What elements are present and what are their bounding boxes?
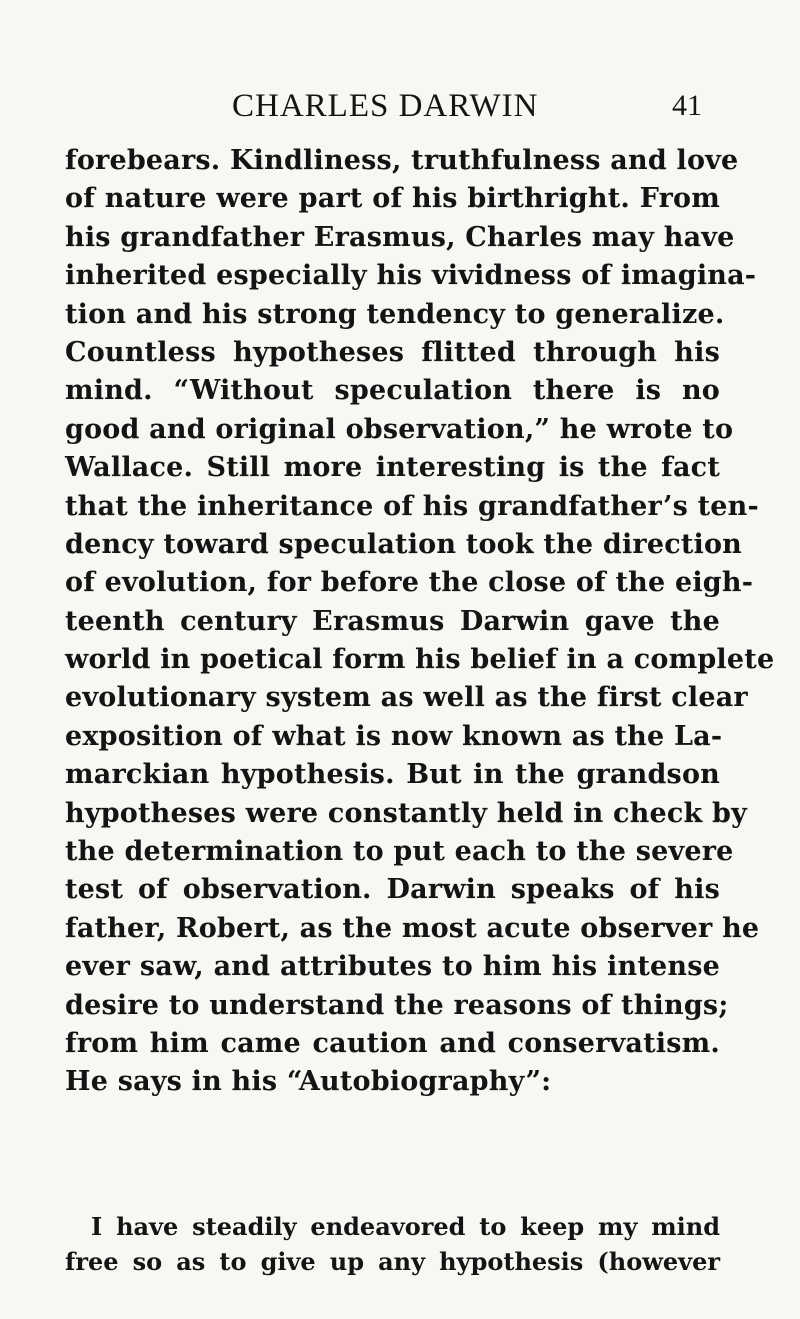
text-line: exposition of what is now known as the La- [65,720,723,752]
text-line: desire to understand the reasons of things; [65,989,729,1021]
text-line: Wallace. Still more interesting is the fact [65,452,720,484]
text-line: the determination to put each to the severe [65,836,734,868]
quote-line: free so as to give up any hypothesis (however [65,1247,720,1276]
running-title: CHARLES DARWIN [232,88,539,124]
text-line: forebears. Kindliness, truthfulness and love [65,145,739,176]
text-line: that the inheritance of his grandfather’s ten- [65,490,759,522]
text-line: Countless hypotheses flitted through his [65,336,720,368]
text-line: good and original observation,” he wrote to [65,413,734,445]
text-line: world in poetical form his belief in a complete [65,644,775,676]
text-line: test of observation. Darwin speaks of his [65,874,720,906]
page-number: 41 [672,89,702,122]
quote-line: I have steadily endeavored to keep my mind [91,1212,720,1241]
text-line: marckian hypothesis. But in the grandson [65,759,720,791]
block-quote [65,1209,720,1279]
text-line: tion and his strong tendency to generalize. [65,298,725,330]
running-head [0,86,800,126]
text-line: mind. “Without speculation there is no [65,375,720,407]
text-line: his grandfather Erasmus, Charles may have [65,221,735,253]
text-line: ever saw, and attributes to him his intense [65,951,720,983]
text-line: hypotheses were constantly held in check by [65,797,747,829]
text-line: teenth century Erasmus Darwin gave the [65,605,720,637]
text-line: of nature were part of his birthright. From [65,183,720,215]
text-line: of evolution, for before the close of the eigh- [65,567,754,599]
text-line: He says in his “Autobiography”: [65,1066,552,1098]
text-line: evolutionary system as well as the first clear [65,682,748,714]
text-line: inherited especially his vividness of imagina- [65,260,757,292]
text-line: from him came caution and conservatism. [65,1027,720,1059]
text-line: dency toward speculation took the direction [65,528,743,560]
body-paragraph [65,142,775,1102]
text-line: father, Robert, as the most acute observer he [65,912,760,944]
